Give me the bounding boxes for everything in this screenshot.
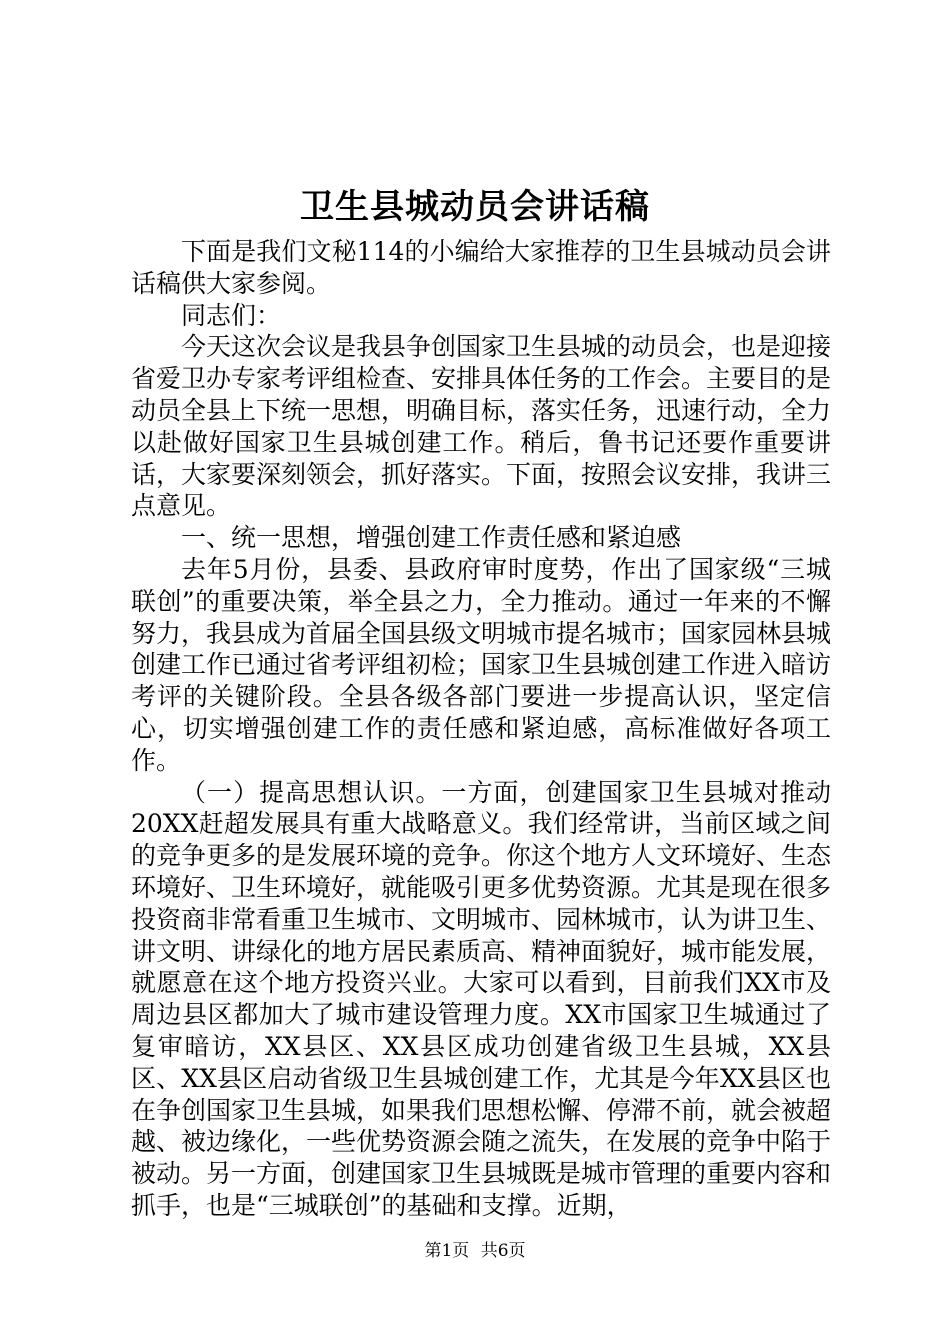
document-body [131,236,831,1222]
paragraph-subsection-1: （一）提高思想认识。一方面，创建国家卫生县城对推动20XX赶超发展具有重大战略意义。我们经常讲，当前区域之间的竞争更多的是发展环境的竞争。你这个地方人文环境好、生态环境好、卫生环境好，就能吸引更多优势资源。尤其是现在很多投资商非常看重卫生城市、文明城市、园林城市，认为讲卫生、讲文明、讲绿化的地方居民素质高、精神面貌好，城市能发展，就愿意在这个地方投资兴业。大家可以看到，目前我们XX市及周边县区都加大了城市建设管理力度。XX市国家卫生城通过了复审暗访，XX县区、XX县区成功创建省级卫生县城，XX县区、XX县区启动省级卫生县城创建工作，尤其是今年XX县区也在争创国家卫生县城，如果我们思想松懈、停滞不前，就会被超越、被边缘化，一些优势资源会随之流失，在发展的竞争中陷于被动。另一方面，创建国家卫生县城既是城市管理的重要内容和抓手，也是“三城联创”的基础和支撑。近期， [131,777,832,1220]
page-footer [0,1239,950,1263]
section-heading-1: 一、统一思想，增强创建工作责任感和紧迫感 [181,523,682,553]
paragraph-intro: 下面是我们文秘114的小编给大家推荐的卫生县城动员会讲话稿供大家参阅。 [131,237,831,298]
page-total: 共6页 [480,1241,526,1261]
page-number: 第1页 [424,1241,470,1261]
paragraph-opening: 今天这次会议是我县争创国家卫生县城的动员会，也是迎接省爱卫办专家考评组检查、安排具体任务的工作会。主要目的是动员全县上下统一思想，明确目标，落实任务，迅速行动，全力以赴做好国家卫生县城创建工作。稍后，鲁书记还要作重要讲话，大家要深刻领会，抓好落实。下面，按照会议安排，我讲三点意见。 [131,332,832,521]
paragraph-salutation: 同志们： [181,300,282,330]
document-title: 卫生县城动员会讲话稿 [300,187,650,227]
paragraph-background: 去年5月份，县委、县政府审时度势，作出了国家级“三城联创”的重要决策，举全县之力，全力推动。通过一年来的不懈努力，我县成为首届全国县级文明城市提名城市；国家园林县城创建工作已通过省考评组初检；国家卫生县城创建工作进入暗访考评的关键阶段。全县各级各部门要进一步提高认识，坚定信心，切实增强创建工作的责任感和紧迫感，高标准做好各项工作。 [131,554,832,775]
